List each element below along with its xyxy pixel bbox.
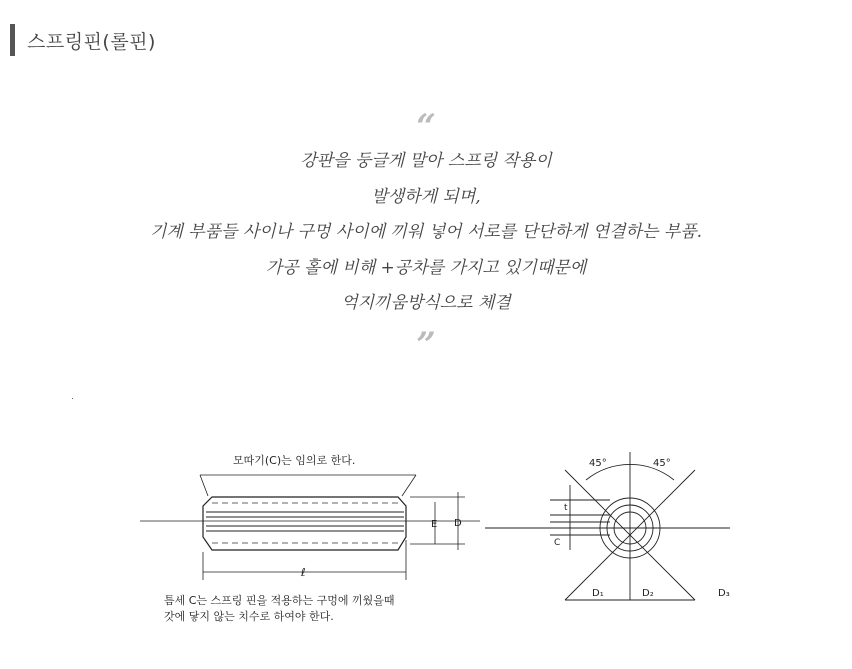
pin-side-view (140, 475, 480, 580)
stray-dot (72, 398, 73, 399)
gap-note: 틈세 C는 스프링 핀을 적용하는 구멍에 끼웠을때 (164, 594, 395, 607)
spring-pin-diagram (130, 440, 750, 640)
close-quote-icon: ” (416, 324, 436, 365)
chamfer-note: 모따기(C)는 임의로 한다. (233, 454, 356, 467)
label-D2: D₂ (642, 588, 654, 599)
label-D3: D₃ (718, 588, 730, 599)
page-header (10, 24, 156, 56)
quote-line: 억지끼움방식으로 체결 (341, 293, 511, 313)
page-title: 스프링핀(롤핀) (27, 30, 156, 53)
title-accent-bar (10, 24, 15, 56)
label-D: D (454, 518, 462, 529)
leader-line (200, 475, 208, 496)
description-quote (0, 107, 852, 365)
open-quote-icon: “ (416, 107, 436, 147)
angle-label-right: 45° (653, 458, 671, 469)
pin-cross-section (485, 452, 730, 600)
label-E: E (431, 519, 438, 530)
angle-label-left: 45° (589, 458, 607, 469)
label-l: ℓ (301, 566, 306, 579)
quote-line: 발생하게 되며, (371, 186, 481, 207)
label-t: t (564, 503, 568, 513)
label-D1: D₁ (592, 588, 604, 599)
quote-line: 강판을 둥글게 말아 스프링 작용이 (300, 151, 552, 171)
quote-line: 가공 홀에 비해 +공차를 가지고 있기때문에 (265, 257, 587, 278)
label-C: C (554, 538, 561, 548)
leader-line (402, 475, 416, 496)
pin-body (203, 497, 406, 550)
gap-note: 갓에 닿지 않는 치수로 하여야 한다. (164, 610, 334, 623)
quote-line: 기계 부품들 사이나 구멍 사이에 끼워 넣어 서로를 단단하게 연결하는 부품. (149, 222, 703, 242)
